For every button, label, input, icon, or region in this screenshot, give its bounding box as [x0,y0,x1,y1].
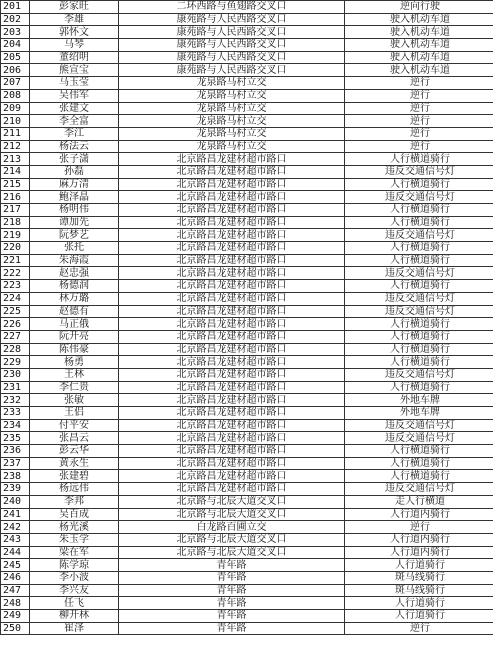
row-number-cell: 206 [1,64,30,77]
row-number-cell: 230 [1,368,30,381]
location-cell: 北京路昌龙建材超市路口 [119,381,345,394]
row-number-cell: 212 [1,140,30,153]
violation-cell: 违反交通信号灯 [345,419,493,432]
person-name-cell: 杨明伟 [30,204,119,217]
row-number-cell: 217 [1,204,30,217]
location-cell: 北京路昌龙建材超市路口 [119,432,345,445]
table-row [1,610,493,623]
table-row [1,216,493,229]
person-name-cell: 王林 [30,368,119,381]
table-row [1,394,493,407]
location-cell: 北京路昌龙建材超市路口 [119,254,345,267]
row-number-cell: 201 [1,1,30,14]
row-number-cell: 240 [1,495,30,508]
location-cell: 北京路昌龙建材超市路口 [119,356,345,369]
location-cell: 北京路昌龙建材超市路口 [119,445,345,458]
row-number-cell: 221 [1,254,30,267]
table-row [1,419,493,432]
table-row [1,356,493,369]
violation-cell: 人行横道骑行 [345,178,493,191]
violation-cell: 人行横道骑行 [345,381,493,394]
row-number-cell: 216 [1,191,30,204]
row-number-cell: 219 [1,229,30,242]
violation-cell: 人行横道骑行 [345,280,493,293]
location-cell: 北京路昌龙建材超市路口 [119,204,345,217]
row-number-cell: 242 [1,521,30,534]
table-row [1,457,493,470]
table-row [1,242,493,255]
table-row [1,368,493,381]
violation-cell: 人行横道骑行 [345,216,493,229]
violation-cell: 驶入机动车道 [345,39,493,52]
person-name-cell: 李邦 [30,495,119,508]
violation-cell: 违反交通信号灯 [345,191,493,204]
table-row [1,89,493,102]
row-number-cell: 209 [1,102,30,115]
table-row [1,64,493,77]
row-number-cell: 208 [1,89,30,102]
violation-cell: 人行横道骑行 [345,153,493,166]
person-name-cell: 崔泽 [30,622,119,635]
person-name-cell: 阮开亮 [30,330,119,343]
location-cell: 龙泉路马村立交 [119,89,345,102]
violation-cell: 违反交通信号灯 [345,165,493,178]
table-row [1,483,493,496]
location-cell: 北京路与北辰大道交叉口 [119,546,345,559]
person-name-cell: 李江 [30,127,119,140]
location-cell: 北京路昌龙建材超市路口 [119,305,345,318]
violation-cell: 外地车牌 [345,394,493,407]
row-number-cell: 203 [1,26,30,39]
violation-cell: 人行横道骑行 [345,343,493,356]
table-row [1,407,493,420]
person-name-cell: 张昌云 [30,432,119,445]
row-number-cell: 228 [1,343,30,356]
row-number-cell: 229 [1,356,30,369]
location-cell: 龙泉路马村立交 [119,77,345,90]
violation-cell: 逆行 [345,127,493,140]
table-row [1,39,493,52]
table-row [1,432,493,445]
person-name-cell: 吴百成 [30,508,119,521]
table-row [1,280,493,293]
violation-cell: 斑马线骑行 [345,571,493,584]
person-name-cell: 陈伟豪 [30,343,119,356]
location-cell: 龙泉路马村立交 [119,127,345,140]
table-row [1,191,493,204]
violation-cell: 逆行 [345,102,493,115]
location-cell: 北京路昌龙建材超市路口 [119,242,345,255]
violation-cell: 人行道骑行 [345,559,493,572]
violation-cell: 人行横道骑行 [345,356,493,369]
table-row [1,26,493,39]
location-cell: 北京路昌龙建材超市路口 [119,191,345,204]
person-name-cell: 张托 [30,242,119,255]
person-name-cell: 陈学琼 [30,559,119,572]
row-number-cell: 239 [1,483,30,496]
person-name-cell: 张敏 [30,394,119,407]
row-number-cell: 202 [1,13,30,26]
row-number-cell: 205 [1,51,30,64]
location-cell: 北京路昌龙建材超市路口 [119,165,345,178]
location-cell: 北京路昌龙建材超市路口 [119,457,345,470]
location-cell: 北京路昌龙建材超市路口 [119,368,345,381]
violation-cell: 斑马线骑行 [345,584,493,597]
table-row [1,51,493,64]
person-name-cell: 李小波 [30,571,119,584]
violation-cell: 人行道内骑行 [345,546,493,559]
violation-cell: 人行横道骑行 [345,330,493,343]
row-number-cell: 232 [1,394,30,407]
table-row [1,165,493,178]
table-row [1,559,493,572]
row-number-cell: 214 [1,165,30,178]
person-name-cell: 付平安 [30,419,119,432]
violation-cell: 违反交通信号灯 [345,267,493,280]
row-number-cell: 226 [1,318,30,331]
violation-cell: 人行横道骑行 [345,457,493,470]
violation-cell: 驶入机动车道 [345,51,493,64]
person-name-cell: 朱海霞 [30,254,119,267]
person-name-cell: 彭家旺 [30,1,119,14]
row-number-cell: 249 [1,610,30,623]
person-name-cell: 梁在军 [30,546,119,559]
violation-cell: 走人行横道 [345,495,493,508]
table-row [1,521,493,534]
person-name-cell: 孙磊 [30,165,119,178]
person-name-cell: 张子潇 [30,153,119,166]
violation-cell: 逆行 [345,89,493,102]
row-number-cell: 247 [1,584,30,597]
location-cell: 北京路昌龙建材超市路口 [119,229,345,242]
location-cell: 北京路昌龙建材超市路口 [119,280,345,293]
violation-cell: 人行横道骑行 [345,204,493,217]
row-number-cell: 223 [1,280,30,293]
table-row [1,204,493,217]
table-row [1,13,493,26]
person-name-cell: 吴伟军 [30,89,119,102]
person-name-cell: 董绍明 [30,51,119,64]
violation-cell: 逆行 [345,115,493,128]
violation-cell: 违反交通信号灯 [345,483,493,496]
violation-cell: 驶入机动车道 [345,64,493,77]
row-number-cell: 218 [1,216,30,229]
person-name-cell: 杨勇 [30,356,119,369]
table-row [1,597,493,610]
row-number-cell: 207 [1,77,30,90]
person-name-cell: 张建碧 [30,470,119,483]
row-number-cell: 248 [1,597,30,610]
violation-cell: 人行道骑行 [345,610,493,623]
location-cell: 北京路昌龙建材超市路口 [119,470,345,483]
location-cell: 北京路昌龙建材超市路口 [119,318,345,331]
location-cell: 康苑路与人民西路交叉口 [119,64,345,77]
row-number-cell: 250 [1,622,30,635]
violation-cell: 人行横道骑行 [345,445,493,458]
location-cell: 北京路昌龙建材超市路口 [119,394,345,407]
row-number-cell: 245 [1,559,30,572]
location-cell: 北京路昌龙建材超市路口 [119,407,345,420]
violation-cell: 驶入机动车道 [345,13,493,26]
row-number-cell: 204 [1,39,30,52]
table-row [1,533,493,546]
row-number-cell: 220 [1,242,30,255]
violation-cell: 逆向行驶 [345,1,493,14]
violation-cell: 人行横道骑行 [345,254,493,267]
person-name-cell: 黄永生 [30,457,119,470]
violation-cell: 逆行 [345,521,493,534]
table-row [1,445,493,458]
location-cell: 青年路 [119,571,345,584]
location-cell: 青年路 [119,622,345,635]
person-name-cell: 熊宣宝 [30,64,119,77]
location-cell: 北京路与北辰大道交叉口 [119,508,345,521]
table-row [1,1,493,14]
person-name-cell: 杨德润 [30,280,119,293]
location-cell: 二环西路与鱼翅路交叉口 [119,1,345,14]
location-cell: 龙泉路马村立交 [119,115,345,128]
row-number-cell: 235 [1,432,30,445]
violation-cell: 人行横道骑行 [345,470,493,483]
violation-cell: 驶入机动车道 [345,26,493,39]
table-row [1,127,493,140]
location-cell: 北京路与北辰大道交叉口 [119,495,345,508]
person-name-cell: 李雄 [30,13,119,26]
row-number-cell: 246 [1,571,30,584]
person-name-cell: 麻万清 [30,178,119,191]
location-cell: 北京路与北辰大道交叉口 [119,533,345,546]
location-cell: 北京路昌龙建材超市路口 [119,153,345,166]
person-name-cell: 杨法云 [30,140,119,153]
location-cell: 青年路 [119,610,345,623]
location-cell: 龙泉路马村立交 [119,140,345,153]
table-row [1,267,493,280]
location-cell: 康苑路与人民西路交叉口 [119,51,345,64]
person-name-cell: 赵德有 [30,305,119,318]
violation-cell: 违反交通信号灯 [345,432,493,445]
table-row [1,343,493,356]
row-number-cell: 238 [1,470,30,483]
person-name-cell: 谭加先 [30,216,119,229]
person-name-cell: 马玉莹 [30,77,119,90]
violation-cell: 人行道内骑行 [345,508,493,521]
location-cell: 北京路昌龙建材超市路口 [119,178,345,191]
location-cell: 白龙路百圃立交 [119,521,345,534]
row-number-cell: 233 [1,407,30,420]
location-cell: 北京路昌龙建材超市路口 [119,483,345,496]
person-name-cell: 马琴 [30,39,119,52]
person-name-cell: 阮梦艺 [30,229,119,242]
row-number-cell: 236 [1,445,30,458]
violation-cell: 逆行 [345,622,493,635]
table-row [1,571,493,584]
table-row [1,153,493,166]
location-cell: 北京路昌龙建材超市路口 [119,419,345,432]
row-number-cell: 231 [1,381,30,394]
person-name-cell: 李仁贵 [30,381,119,394]
violation-cell: 逆行 [345,77,493,90]
location-cell: 青年路 [119,559,345,572]
location-cell: 康苑路与人民西路交叉口 [119,13,345,26]
person-name-cell: 柳开林 [30,610,119,623]
violation-cell: 外地车牌 [345,407,493,420]
table-row [1,77,493,90]
location-cell: 北京路昌龙建材超市路口 [119,330,345,343]
row-number-cell: 244 [1,546,30,559]
violation-cell: 违反交通信号灯 [345,368,493,381]
person-name-cell: 彭云华 [30,445,119,458]
table-row [1,584,493,597]
violation-cell: 人行横道骑行 [345,242,493,255]
table-row [1,495,493,508]
row-number-cell: 222 [1,267,30,280]
table-row [1,318,493,331]
violation-cell: 逆行 [345,140,493,153]
row-number-cell: 224 [1,292,30,305]
row-number-cell: 237 [1,457,30,470]
location-cell: 北京路昌龙建材超市路口 [119,216,345,229]
violation-cell: 人行道内骑行 [345,533,493,546]
table-row [1,115,493,128]
violation-cell: 违反交通信号灯 [345,305,493,318]
person-name-cell: 朱玉学 [30,533,119,546]
table-row [1,330,493,343]
table-row [1,508,493,521]
location-cell: 青年路 [119,584,345,597]
row-number-cell: 215 [1,178,30,191]
table-row [1,622,493,635]
person-name-cell: 张建文 [30,102,119,115]
person-name-cell: 杨光溪 [30,521,119,534]
person-name-cell: 王侣 [30,407,119,420]
table-row [1,292,493,305]
violation-cell: 人行道骑行 [345,597,493,610]
table-row [1,381,493,394]
table-row [1,102,493,115]
person-name-cell: 任飞 [30,597,119,610]
person-name-cell: 林万璐 [30,292,119,305]
violation-cell: 违反交通信号灯 [345,229,493,242]
table-row [1,140,493,153]
location-cell: 康苑路与人民西路交叉口 [119,39,345,52]
person-name-cell: 郭怀文 [30,26,119,39]
person-name-cell: 李全富 [30,115,119,128]
row-number-cell: 234 [1,419,30,432]
location-cell: 青年路 [119,597,345,610]
location-cell: 北京路昌龙建材超市路口 [119,292,345,305]
location-cell: 北京路昌龙建材超市路口 [119,343,345,356]
location-cell: 康苑路与人民西路交叉口 [119,26,345,39]
person-name-cell: 鲍泽晶 [30,191,119,204]
table-row [1,305,493,318]
person-name-cell: 杨远伟 [30,483,119,496]
table-body [1,1,493,635]
row-number-cell: 210 [1,115,30,128]
violation-cell: 人行横道骑行 [345,318,493,331]
row-number-cell: 213 [1,153,30,166]
location-cell: 龙泉路马村立交 [119,102,345,115]
location-cell: 北京路昌龙建材超市路口 [119,267,345,280]
person-name-cell: 马正俄 [30,318,119,331]
person-name-cell: 李兴友 [30,584,119,597]
row-number-cell: 243 [1,533,30,546]
row-number-cell: 227 [1,330,30,343]
table-row [1,546,493,559]
violation-cell: 违反交通信号灯 [345,292,493,305]
row-number-cell: 225 [1,305,30,318]
row-number-cell: 241 [1,508,30,521]
table-row [1,229,493,242]
table-row [1,254,493,267]
table-row [1,178,493,191]
row-number-cell: 211 [1,127,30,140]
table-row [1,470,493,483]
person-name-cell: 赵忠强 [30,267,119,280]
